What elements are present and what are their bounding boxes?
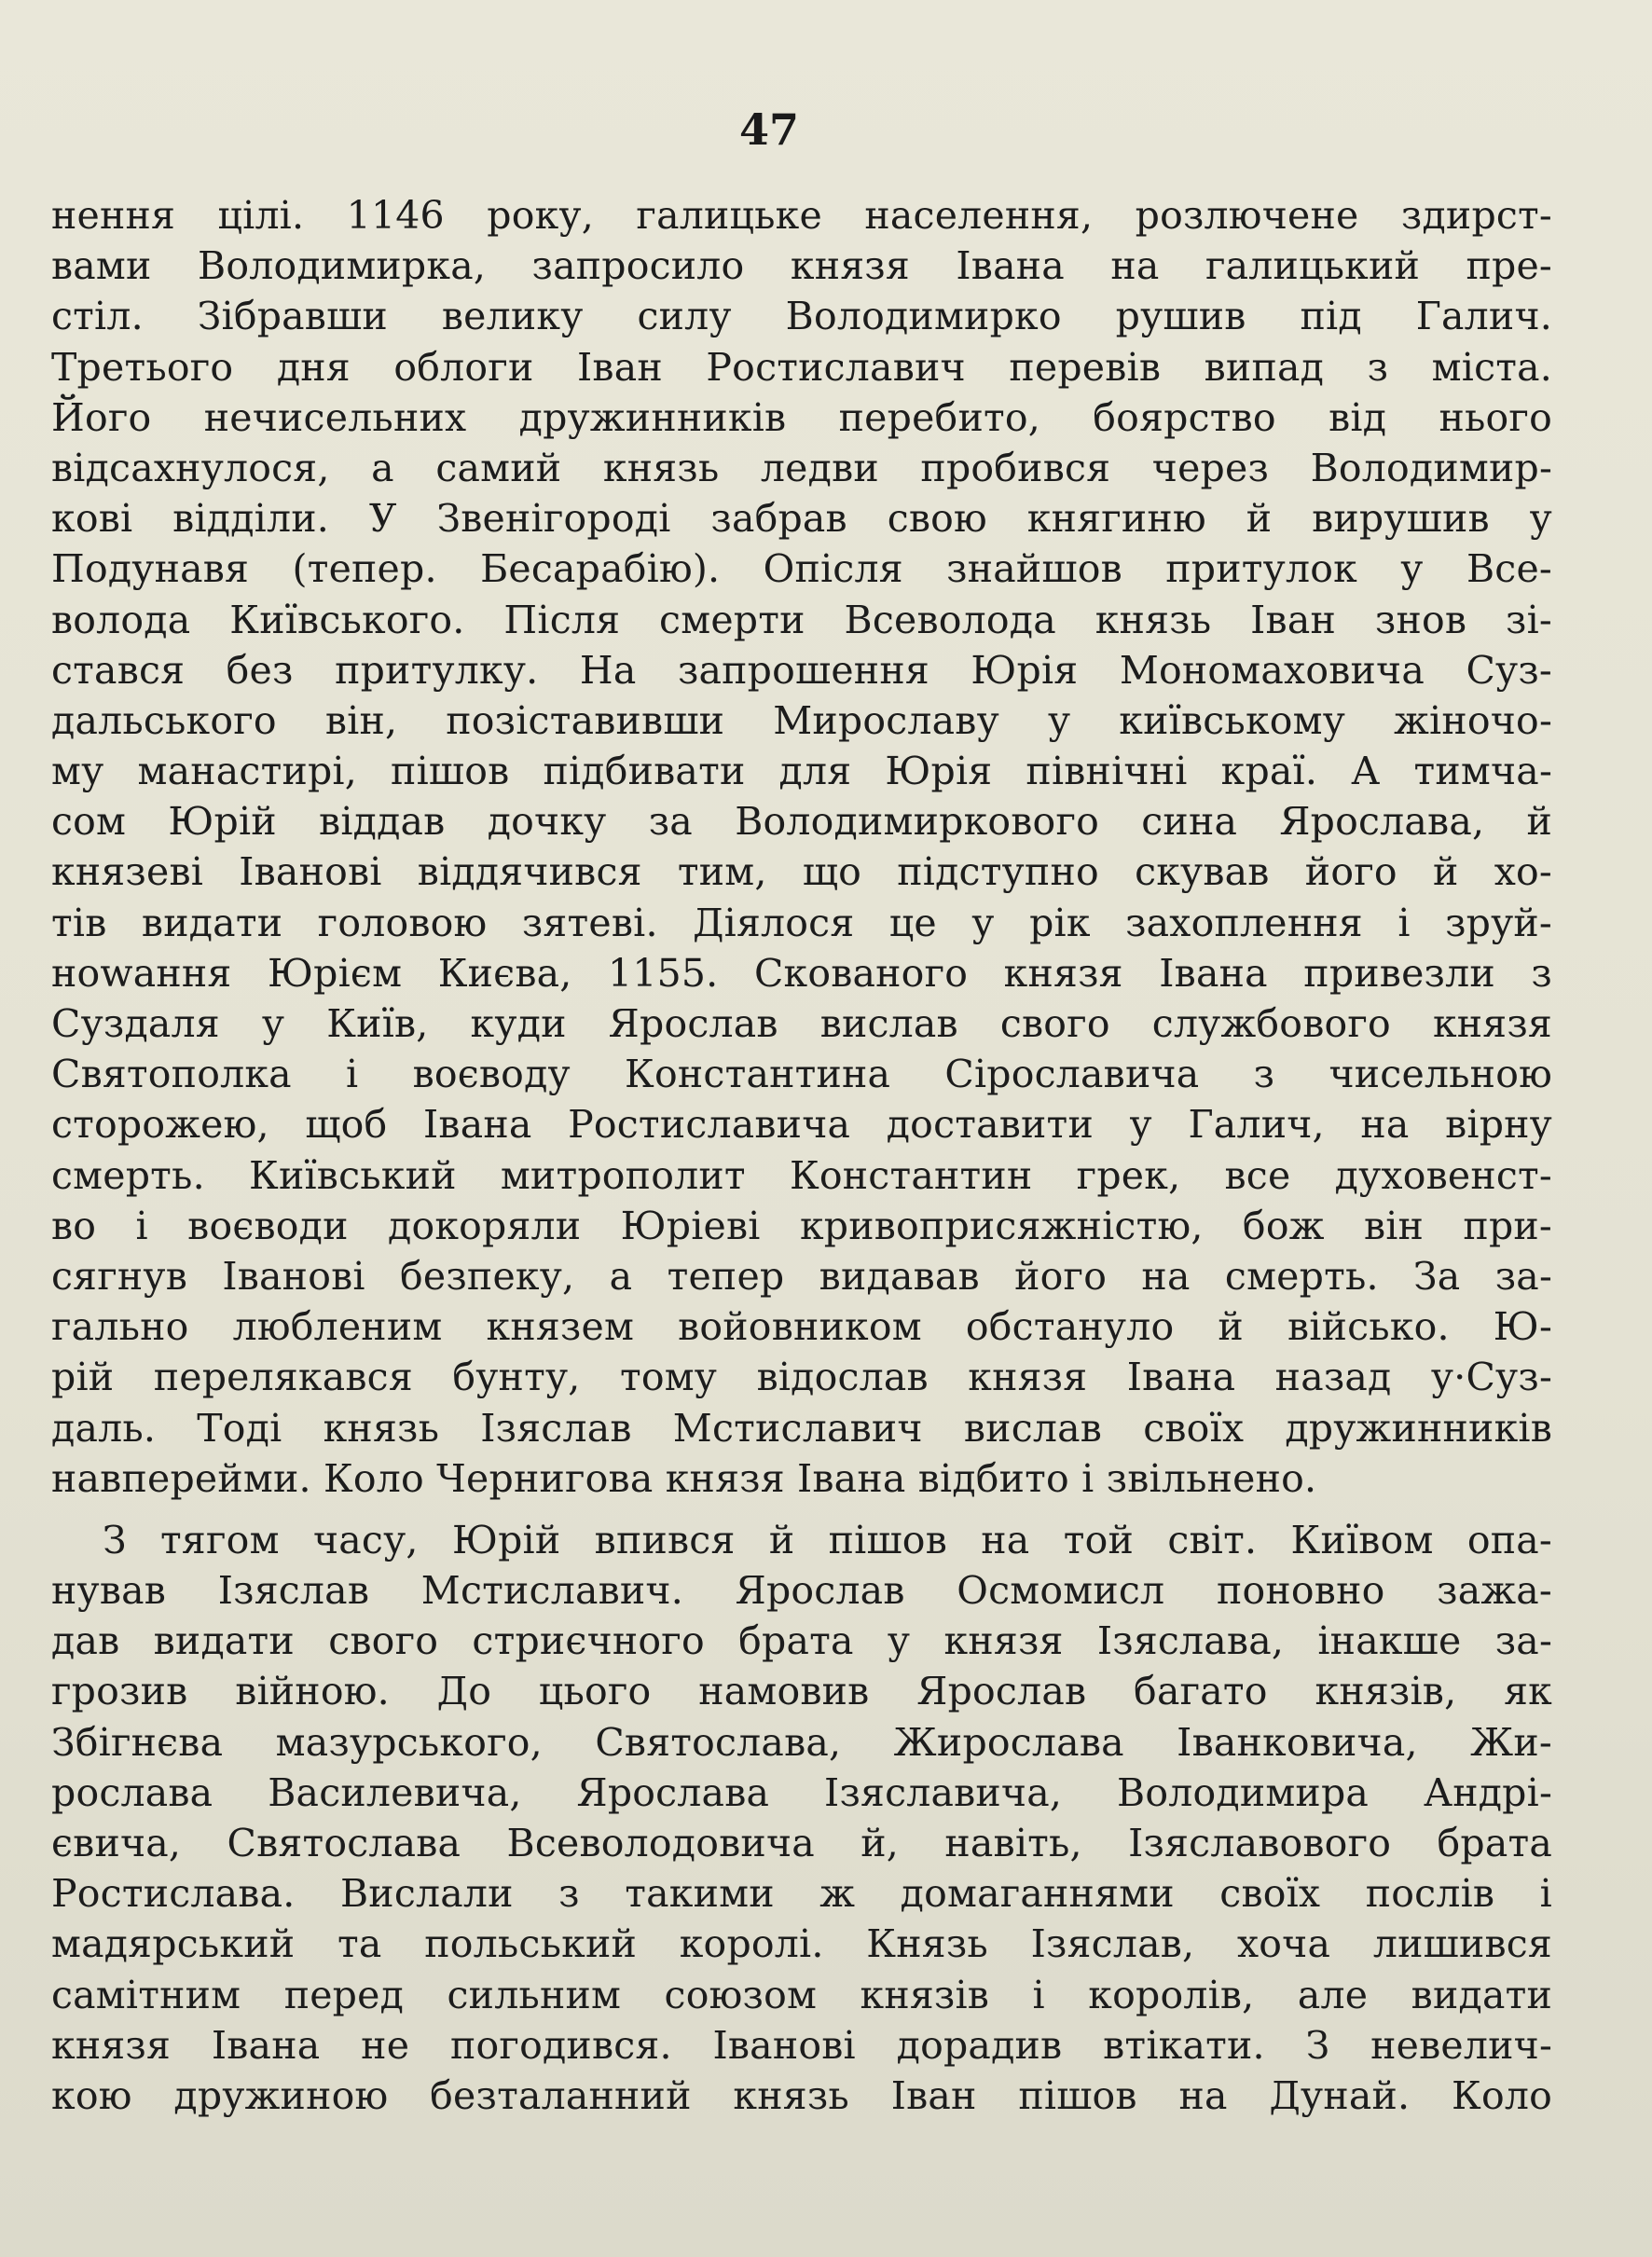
text-line: Його нечисельних дружинників перебито, боярство від нього bbox=[51, 394, 1552, 440]
paragraph-gap bbox=[51, 1504, 1552, 1515]
text-line: тів видати головою зятеві. Діялося це у рік захоплення і зруй- bbox=[51, 900, 1552, 945]
text-line: стався без притулку. На запрошення Юрія Мономаховича Суз- bbox=[51, 647, 1552, 693]
paragraph-2 bbox=[51, 1515, 1552, 2121]
text-line: грозив війною. До цього намовив Ярослав багато князів, як bbox=[51, 1669, 1552, 1714]
text-line: Подунавя (тепер. Бесарабію). Опісля знайшов притулок у Все- bbox=[51, 546, 1552, 592]
text-line: волода Київського. Після смерти Всеволода князь Іван знов зі- bbox=[51, 597, 1552, 642]
text-line: відсахнулося, а самий князь ледви пробився через Володимир- bbox=[51, 445, 1552, 490]
body-text bbox=[51, 190, 1552, 2121]
text-line: євича, Святослава Всеволодовича й, навіть, Ізяславового брата bbox=[51, 1821, 1552, 1865]
text-line: дав видати свого стриєчного брата у князя Ізяслава, інакше за- bbox=[51, 1618, 1552, 1664]
text-line: рій перелякався бунту, тому відослав князя Івана назад у·Суз- bbox=[51, 1355, 1552, 1400]
text-line: нowання Юрієм Києва, 1155. Скованого князя Івана привезли з bbox=[51, 950, 1552, 996]
text-line: рослава Василевича, Ярослава Ізяславича, Володимира Андрі- bbox=[51, 1769, 1552, 1815]
text-line: навперейми. Коло Чернигова князя Івана відбито і звільнено. bbox=[51, 1455, 1317, 1501]
text-line: князеві Іванові віддячився тим, що підступно скував його й хо- bbox=[51, 849, 1552, 895]
text-line: самітним перед сильним союзом князів і королів, але видати bbox=[51, 1972, 1552, 2017]
text-line: му манастирі, пішов підбивати для Юрія північні краї. А тимча- bbox=[51, 749, 1552, 794]
text-line: Суздаля у Київ, куди Ярослав вислав свого службового князя bbox=[51, 1001, 1552, 1046]
text-line: нення цілі. 1146 року, галицьке населення, розлючене здирст- bbox=[51, 193, 1552, 238]
text-line: Збігнєва мазурського, Святослава, Жирослава Іванковича, Жи- bbox=[51, 1719, 1552, 1765]
text-line: сторожею, щоб Івана Ростиславича доставити у Галич, на вірну bbox=[51, 1102, 1552, 1148]
text-line: кою дружиною безталанний князь Іван пішов на Дунай. Коло bbox=[51, 2072, 1552, 2118]
text-line: гально любленим князем войовником обстануло й військо. Ю- bbox=[51, 1304, 1552, 1350]
text-line: нував Ізяслав Мстиславич. Ярослав Осмомисл поновно зажа- bbox=[51, 1568, 1552, 1614]
paragraph-1 bbox=[51, 190, 1552, 1504]
text-line: Святополка і воєводу Константина Сірославича з чисельною bbox=[51, 1052, 1552, 1097]
text-line: З тягом часу, Юрій впився й пішов на той світ. Київом опа- bbox=[103, 1517, 1552, 1562]
text-line: сягнув Іванові безпеку, а тепер видавав його на смерть. За за- bbox=[51, 1253, 1552, 1299]
text-line: дальського він, позіставивши Мирославу у київському жіночо- bbox=[51, 697, 1552, 743]
text-line: стіл. Зібравши велику силу Володимирко рушив під Галич. bbox=[51, 294, 1552, 339]
text-line: во і воєводи докоряли Юріеві кривоприсяжністю, бож він при- bbox=[51, 1203, 1552, 1248]
text-line: вами Володимирка, запросило князя Івана на галицький пре- bbox=[51, 243, 1552, 289]
text-line: смерть. Київський митрополит Константин грек, все духовенст- bbox=[51, 1152, 1552, 1198]
text-line: Третього дня облоги Іван Ростиславич перевів випад з міста. bbox=[51, 344, 1552, 390]
text-line: мадярський та польський королі. Князь Ізяслав, хоча лишився bbox=[51, 1921, 1552, 1967]
text-line: князя Івана не погодився. Іванові дорадив втікати. З невелич- bbox=[51, 2022, 1552, 2068]
text-line: кові відділи. У Звенігороді забрав свою княгиню й вирушив у bbox=[51, 496, 1552, 542]
page-number: 47 bbox=[738, 104, 799, 155]
text-line: Ростислава. Вислали з такими ж домаганнями своїх послів і bbox=[51, 1871, 1552, 1917]
text-line: даль. Тоді князь Ізяслав Мстиславич вислав своїх дружинників bbox=[51, 1405, 1552, 1451]
text-line: сом Юрій віддав дочку за Володимиркового сина Ярослава, й bbox=[51, 799, 1552, 845]
